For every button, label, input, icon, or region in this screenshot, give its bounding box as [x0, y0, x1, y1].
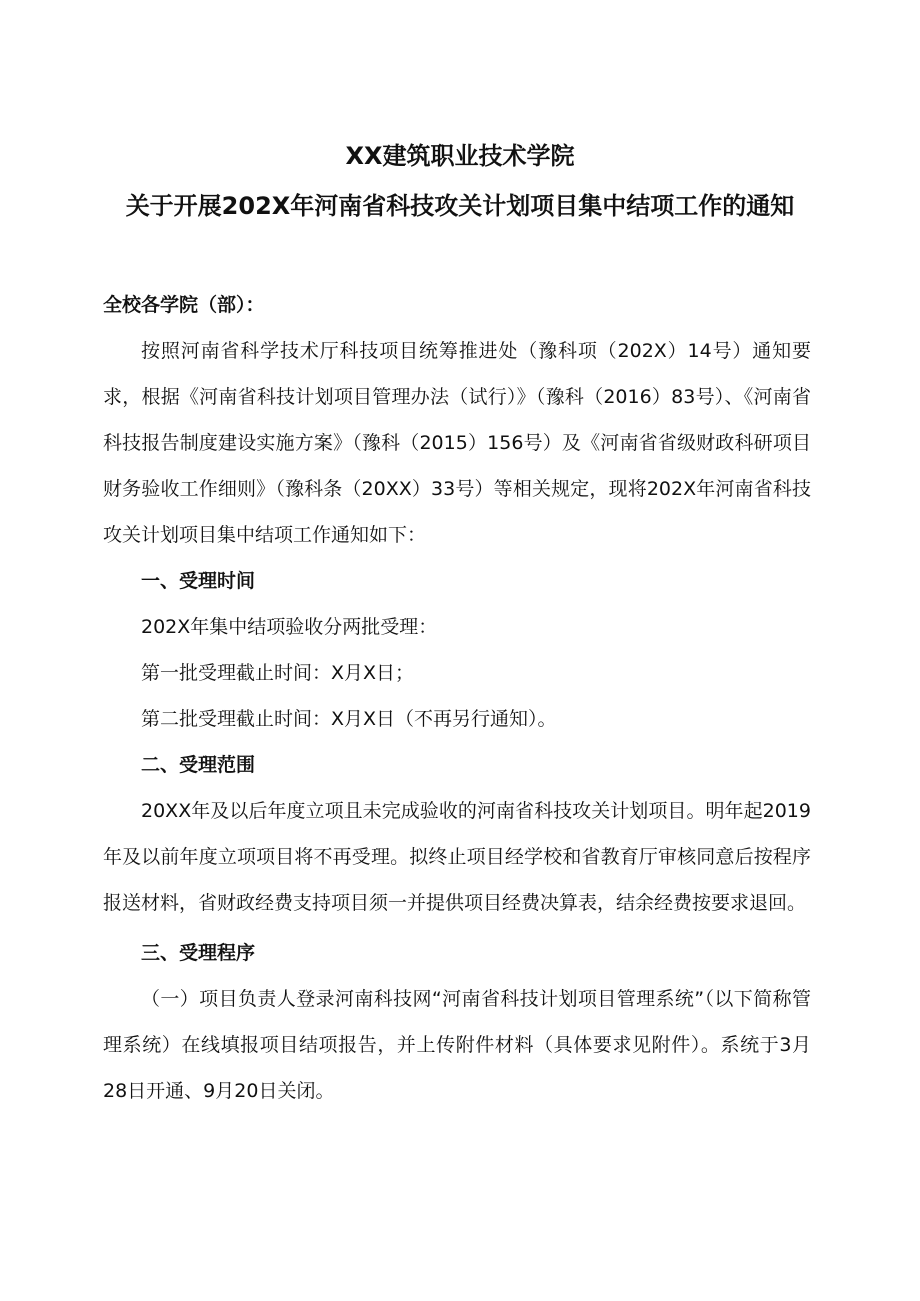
- section-time-line-3: 第二批受理截止时间：X月X日（不再另行通知）。: [141, 708, 557, 730]
- section-heading-scope: 二、受理范围: [141, 754, 256, 776]
- document-body: [103, 282, 811, 1114]
- document-title-school: XX建筑职业技术学院: [345, 142, 575, 170]
- section-heading-time: 一、受理时间: [141, 570, 256, 592]
- salutation: 全校各学院（部）：: [103, 294, 265, 316]
- section-time-line-1: 202X年集中结项验收分两批受理：: [141, 616, 438, 638]
- document-title-notice: 关于开展202X年河南省科技攻关计划项目集中结项工作的通知: [125, 192, 795, 220]
- section-time-line-2: 第一批受理截止时间：X月X日；: [141, 662, 415, 684]
- section-scope-paragraph: 20XX年及以后年度立项且未完成验收的河南省科技攻关计划项目。明年起2019年及以前年度立项项目将不再受理。拟终止项目经学校和省教育厅审核同意后按程序报送材料，省财政经费支持项目须一并提供项目经费决算表，结余经费按要求退回。: [103, 800, 811, 914]
- section-heading-procedure: 三、受理程序: [141, 942, 256, 964]
- section-procedure-paragraph: （一）项目负责人登录河南科技网“河南省科技计划项目管理系统”（以下简称管理系统）在线填报项目结项报告，并上传附件材料（具体要求见附件）。系统于3月28日开通、9月20日关闭。: [103, 988, 811, 1102]
- intro-paragraph: 按照河南省科学技术厅科技项目统筹推进处（豫科项（202X）14号）通知要求，根据《河南省科技计划项目管理办法（试行）》（豫科（2016）83号）、《河南省科技报告制度建设实施方案》（豫科（2015）156号）及《河南省省级财政科研项目财务验收工作细则》（豫科条（20XX）33号）等相关规定，现将202X年河南省科技攻关计划项目集中结项工作通知如下：: [103, 340, 811, 546]
